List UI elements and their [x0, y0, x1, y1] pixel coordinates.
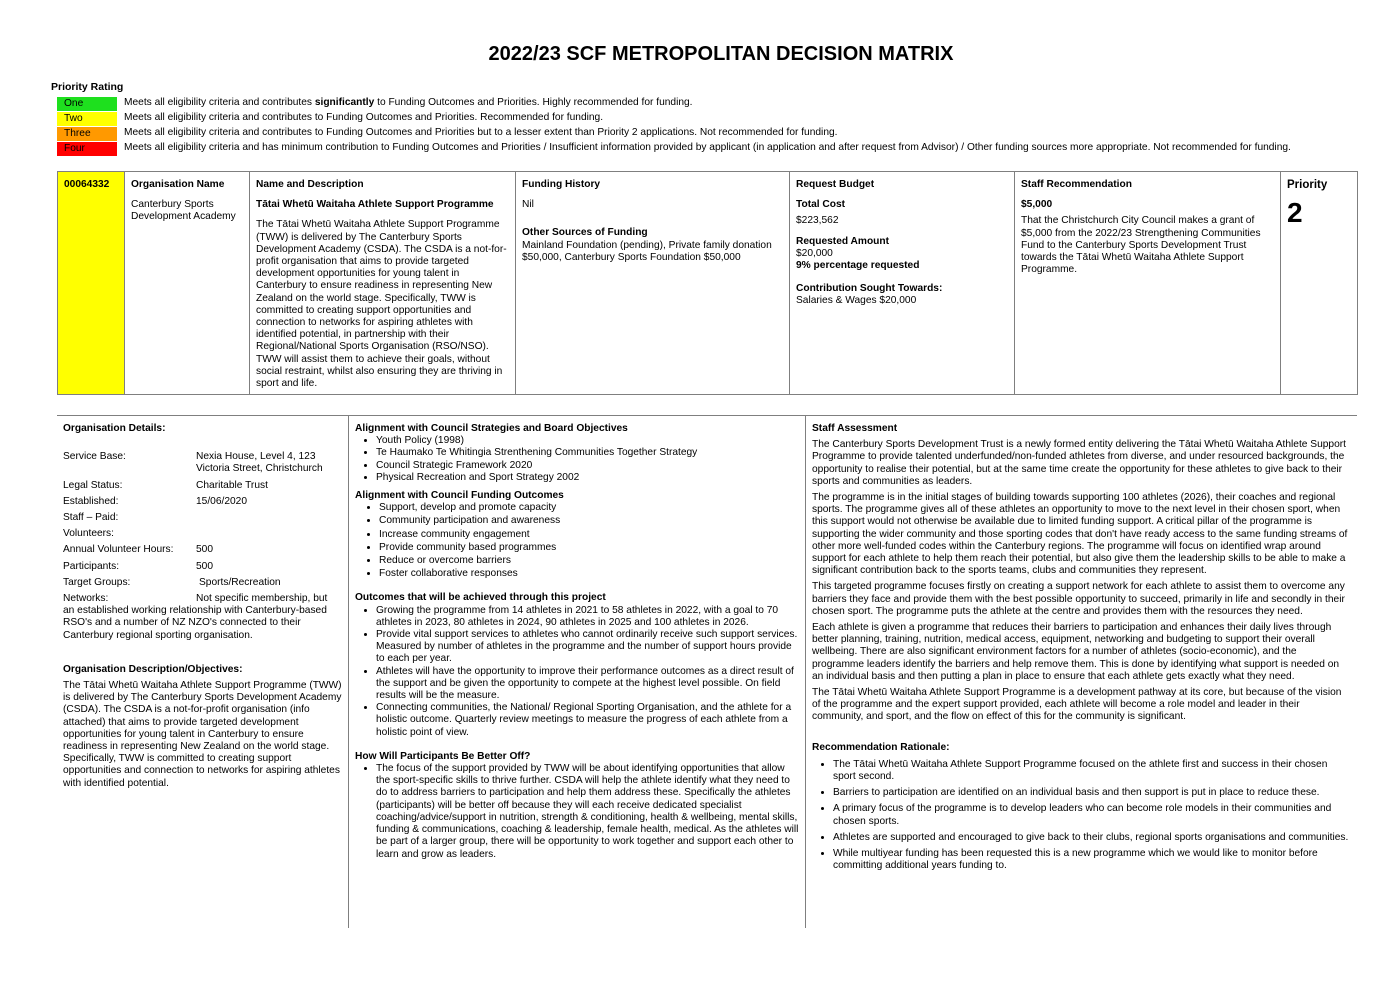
funding-outcomes-heading: Alignment with Council Funding Outcomes	[355, 490, 564, 502]
assessment-paragraph: The Canterbury Sports Development Trust is a newly formed entity delivering the Tātai Whetū Waitaha Athlete Support Programme to provide talented underfunded/non-funded athletes from diverse, and under resourced backgrounds, the opportunity to realise their potential, but at the same time create the opportunity for these athletes to give back to their sports and communities as leaders.	[812, 439, 1346, 487]
application-id-cell	[58, 172, 125, 395]
list-item: • Provide vital support services to athletes who cannot ordinarily receive such support services. Measured by number of athletes in the programme and the number of support hours provide to each per year.	[376, 629, 799, 666]
list-item: • Foster collaborative responses	[379, 568, 799, 580]
project-name: Tātai Whetū Waitaha Athlete Support Programme	[256, 199, 494, 211]
list-item: • Athletes will have the opportunity to improve their performance outcomes as a direct result of the support and be given the opportunity to compete at the highest level possible. On field results will be the measure.	[376, 666, 799, 703]
staff-recommendation-amount: $5,000	[1021, 199, 1053, 211]
target-groups-row	[63, 577, 342, 589]
legal-status-row	[63, 480, 342, 492]
better-off-heading: How Will Participants Be Better Off?	[355, 750, 531, 762]
priority-swatch-two: Two	[57, 112, 117, 126]
priority-desc-bold: significantly	[314, 97, 375, 109]
org-name-header: Organisation Name	[131, 179, 225, 190]
staff-paid-value	[196, 512, 342, 524]
priority-swatch-three: Three	[57, 127, 117, 141]
networks-detail: an established working relationship with Canterbury-based RSO's and a number of NZ NZO's connected to their Canterbury regional sporting organisation.	[63, 605, 327, 641]
priority-header: Priority	[1287, 179, 1328, 191]
annual-hours-label: Annual Volunteer Hours:	[63, 544, 174, 556]
networks-value: Not specific membership, but	[196, 593, 328, 605]
target-groups-label: Target Groups:	[63, 576, 131, 588]
total-cost-value: $223,562	[796, 215, 839, 227]
list-item: • Provide community based programmes	[379, 542, 799, 554]
priority-desc-text: Meets all eligibility criteria and contributes	[124, 97, 315, 109]
staff-recommendation-header: Staff Recommendation	[1021, 179, 1132, 190]
outcomes-achieved-heading: Outcomes that will be achieved through this project	[355, 592, 606, 604]
staff-paid-label: Staff – Paid:	[63, 512, 119, 524]
org-description-heading: Organisation Description/Objectives:	[63, 663, 243, 675]
organisation-cell	[125, 172, 250, 395]
list-item: • Community participation and awareness	[379, 515, 799, 527]
priority-desc-three: Meets all eligibility criteria and contributes to Funding Outcomes and Priorities but to a lesser extent than Priority 2 applications. Not recommended for funding.	[124, 127, 838, 139]
priority-row-four	[57, 141, 1291, 156]
page-title: 2022/23 SCF METROPOLITAN DECISION MATRIX	[488, 43, 954, 65]
volunteers-value	[196, 528, 342, 540]
requested-percentage: 9% percentage requested	[796, 260, 920, 272]
list-item: • Council Strategic Framework 2020	[376, 460, 799, 472]
other-sources-value: Mainland Foundation (pending), Private family donation $50,000, Canterbury Sports Foundation $50,000	[522, 239, 772, 263]
priority-desc-text: to Funding Outcomes and Priorities. Highly recommended for funding.	[374, 97, 693, 109]
org-description-text: The Tātai Whetū Waitaha Athlete Support Programme (TWW) is delivered by The Canterbury Sports Development Academy (CSDA). The CSDA is a not-for-profit organisation (info attached) that aims to provide targeted development opportunities for young talent in Canterbury to ensure readiness in representing New Zealand on the world stage. Specifically, TWW is committed to creating support opportunities and connection to networks for aspiring athletes with identified potential.	[63, 680, 342, 789]
strategies-list	[355, 435, 799, 484]
networks-row	[63, 593, 342, 605]
list-item: • Reduce or overcome barriers	[379, 555, 799, 567]
organisation-details-column	[57, 416, 348, 928]
participants-label: Participants:	[63, 560, 120, 572]
list-item: • The focus of the support provided by TWW will be about identifying opportunities that allow the sport-specific skills to thrive further. CSDA will help the athlete identify what they need to do to address barriers to participation and help them address these. Specifically the athletes (participants) will be better off because they will each receive dedicated specialist coaching/advice/support in nutrition, strength & conditioning, health & wellbeing, mental skills, funding & communications, coaching & leadership, female health, medical. As the athletes will be part of a larger group, there will be opportunity to work together and support each other to learn and grow as leaders.	[376, 763, 799, 861]
total-cost-label: Total Cost	[796, 199, 846, 211]
staff-paid-row	[63, 512, 342, 524]
rationale-heading: Recommendation Rationale:	[812, 741, 950, 753]
service-base-value: Nexia House, Level 4, 123 Victoria Street, Christchurch	[196, 451, 323, 475]
list-item: • Physical Recreation and Sport Strategy 2002	[376, 472, 799, 484]
networks-label: Networks:	[63, 593, 109, 605]
assessment-paragraph: This targeted programme focuses firstly on creating a support network for each athlete to assist them to overcome any barriers they face and provide them with the best possible opportunity to succeed, primarily in life and secondly in their chosen sport. The programme puts the athlete at the centre and provides them with the resources they need.	[812, 581, 1345, 617]
priority-cell	[1281, 172, 1358, 395]
priority-desc-one	[124, 97, 693, 109]
alignment-column	[348, 416, 806, 928]
funding-history-cell	[516, 172, 790, 395]
requested-amount-label: Requested Amount	[796, 235, 890, 247]
funding-outcomes-list	[355, 502, 799, 580]
assessment-paragraph: Each athlete is given a programme that reduces their barriers to participation and enhances their daily lives through better planning, training, nutrition, medical access, equipment, networking and budgeting to support their overall wellbeing. There are also significant environment factors for a number of athletes (socio-economic), and the programme leaders identify the barriers and help remove them. This is done by identifying what support is needed on an individual basis and then putting a plan in place to ensure that each athlete gets exactly what they need.	[812, 622, 1340, 682]
service-base-label: Service Base:	[63, 451, 126, 463]
priority-row-three	[57, 126, 837, 141]
priority-row-one	[57, 96, 693, 111]
priority-rating-heading: Priority Rating	[51, 81, 124, 93]
list-item: • Support, develop and promote capacity	[379, 502, 799, 514]
funding-history-header: Funding History	[522, 179, 601, 190]
list-item: • Athletes are supported and encouraged to give back to their clubs, regional sports organisations and communities.	[833, 832, 1351, 844]
better-off-list	[355, 763, 799, 861]
list-item: • Barriers to participation are identified on an individual basis and then support is put in place to reduce these.	[833, 787, 1351, 799]
list-item: • A primary focus of the programme is to develop leaders who can become role models in their communities and chosen sports.	[833, 803, 1351, 827]
list-item: • Growing the programme from 14 athletes in 2021 to 58 athletes in 2022, with a goal to 70 athletes in 2023, 80 athletes in 2024, 90 athletes in 2025 and 100 athletes in 2026.	[376, 605, 799, 629]
priority-swatch-four: Four	[57, 142, 117, 156]
service-base-row	[63, 451, 342, 475]
legal-status-label: Legal Status:	[63, 479, 123, 491]
rationale-list	[812, 759, 1351, 873]
application-table	[57, 171, 1358, 395]
strategies-heading: Alignment with Council Strategies and Board Objectives	[355, 423, 628, 434]
annual-hours-value: 500	[196, 544, 213, 556]
list-item: • The Tātai Whetū Waitaha Athlete Support Programme focused on the athlete first and success in their chosen sport second.	[833, 759, 1351, 783]
participants-row	[63, 561, 342, 573]
request-budget-header: Request Budget	[796, 179, 875, 190]
funding-history-value: Nil	[522, 199, 534, 211]
priority-desc-two: Meets all eligibility criteria and contributes to Funding Outcomes and Priorities. Recommended for funding.	[124, 112, 604, 124]
contribution-label: Contribution Sought Towards:	[796, 283, 943, 295]
list-item: • Increase community engagement	[379, 529, 799, 541]
participants-value: 500	[196, 560, 213, 572]
annual-hours-row	[63, 544, 342, 556]
priority-row-two	[57, 111, 603, 126]
staff-recommendation-text: That the Christchurch City Council makes a grant of $5,000 from the 2022/23 Strengthening Communities Fund to the Canterbury Sports Development Trust towards the Tātai Whetū Waitaha Athlete Support Programme.	[1021, 215, 1261, 276]
priority-swatch-one: One	[57, 97, 117, 111]
staff-assessment-column	[806, 416, 1357, 928]
list-item: • While multiyear funding has been requested this is a new programme which we would like to monitor before committing additional years funding to.	[833, 848, 1351, 872]
org-details-heading: Organisation Details:	[63, 423, 166, 434]
staff-assessment-heading: Staff Assessment	[812, 423, 898, 434]
staff-recommendation-cell	[1015, 172, 1281, 395]
established-label: Established:	[63, 495, 119, 507]
details-section	[57, 415, 1357, 928]
list-item: • Youth Policy (1998)	[376, 435, 799, 447]
volunteers-row	[63, 528, 342, 540]
request-budget-cell	[790, 172, 1015, 395]
established-row	[63, 496, 342, 508]
list-item: • Te Haumako Te Whitingia Strenthening Communities Together Strategy	[376, 447, 799, 459]
outcomes-achieved-list	[355, 605, 799, 739]
priority-desc-four: Meets all eligibility criteria and has minimum contribution to Funding Outcomes and Priorities / Insufficient information provided by applicant (in application and after request from Advisor) / Other funding sources more appropriate. Not recommended for funding.	[124, 142, 1291, 154]
assessment-paragraph: The Tātai Whetū Waitaha Athlete Support Programme is a development pathway at its core, but because of the vision of the programme and the expert support provided, each athlete will become a role model and leader in their community, and sport, and the flow on effect of this for the community is significant.	[812, 687, 1342, 723]
contribution-value: Salaries & Wages $20,000	[796, 295, 917, 307]
other-sources-header: Other Sources of Funding	[522, 227, 648, 239]
application-id: 00064332	[64, 179, 110, 190]
target-groups-value: Sports/Recreation	[199, 576, 281, 588]
org-name: Canterbury Sports Development Academy	[131, 199, 236, 223]
priority-value: 2	[1287, 197, 1303, 229]
requested-amount-value: $20,000	[796, 247, 833, 259]
list-item: • Connecting communities, the National/ Regional Sporting Organisation, and the athlete for a holistic outcome. Quarterly review meetings to measure the progress of each athlete from a holistic point of view.	[376, 702, 799, 739]
name-description-header: Name and Description	[256, 179, 364, 190]
project-description: The Tātai Whetū Waitaha Athlete Support Programme (TWW) is delivered by The Canterbury Sports Development Academy (CSDA). The CSDA is a not-for-profit organisation that aims to provide targeted development opportunities for young talent in Canterbury to ensure readiness in representing New Zealand on the world stage. Specifically, TWW is committed to creating support opportunities and connection to networks for aspiring athletes with identified potential, in partnership with their Regional/National Sports Organisation (RSO/NSO). TWW will assist them to achieve their goals, without social restraint, whilst also ensuring they are thriving in sport and life.	[256, 219, 507, 390]
name-description-cell	[250, 172, 516, 395]
legal-status-value: Charitable Trust	[196, 479, 268, 491]
volunteers-label: Volunteers:	[63, 528, 114, 540]
assessment-paragraph: The programme is in the initial stages of building towards supporting 100 athletes (2026), their coaches and regional sports. The programme gives all of these athletes an opportunity to move to the next level in their chosen sport, when this support would not otherwise be available due to limited funding support. A critical pillar of the programme is supporting the wider community and those sporting codes that don't have ready access to the same funding streams of other more well-funded codes within the Canterbury regions. The programme will focus on identified wrap around support for each athlete to help them reach their potential, but also give them the leadership skills to be able to make a significant contribution back to the sports teams, clubs and communities they represent.	[812, 492, 1348, 577]
established-value: 15/06/2020	[196, 495, 247, 507]
